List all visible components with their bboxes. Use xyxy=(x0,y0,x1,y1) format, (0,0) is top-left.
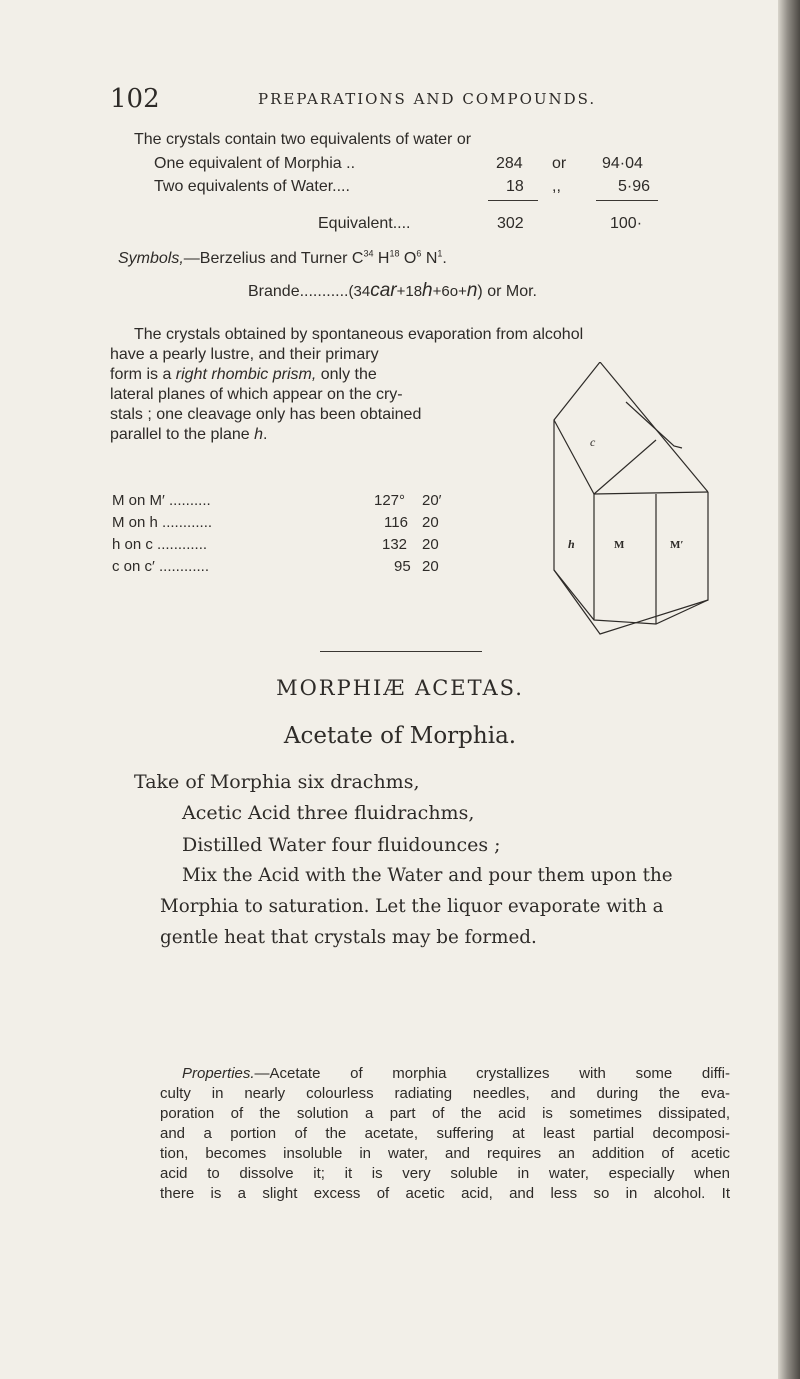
properties-line: culty in nearly colourless radiating needles, and during the eva- xyxy=(160,1085,730,1102)
properties-line: acid to dissolve it; it is very soluble in water, especially when xyxy=(160,1165,730,1182)
angle-degrees: 132 xyxy=(382,536,408,553)
equiv-row-label: Two equivalents of Water.... xyxy=(154,178,350,195)
equiv-row-sep: ,, xyxy=(552,178,561,195)
recipe-line: Mix the Acid with the Water and pour them upon the xyxy=(182,865,673,886)
equiv-total-percent: 100· xyxy=(610,215,643,232)
recipe-line: Acetic Acid three fluidrachms, xyxy=(182,802,475,824)
equiv-total-value: 302 xyxy=(497,215,524,232)
crystal-line: parallel to the plane h. xyxy=(110,426,268,443)
angle-minutes: 20 xyxy=(422,536,439,553)
properties-line: tion, becomes insoluble in water, and requires an addition of acetic xyxy=(160,1145,730,1162)
angle-degrees: 127° xyxy=(374,492,406,509)
symbols-line: Symbols,—Berzelius and Turner $C^{34}$ $H^{18}$ $O^6$ $N^1$. xyxy=(118,248,447,267)
equiv-row-percent: 5·96 xyxy=(618,178,651,195)
figure-label-m-prime: M′ xyxy=(670,539,684,551)
angle-label: h on c ............ xyxy=(112,536,208,553)
section-subtitle: Acetate of Morphia. xyxy=(283,723,517,749)
properties-line: there is a slight excess of acetic acid, and less so in alcohol. It xyxy=(160,1185,730,1202)
page-number: 102 xyxy=(110,84,160,114)
angle-minutes: 20′ xyxy=(422,492,442,509)
equiv-row-sep: or xyxy=(552,155,567,172)
crystal-line: have a pearly lustre, and their primary xyxy=(110,346,379,363)
figure-bottom-face xyxy=(554,570,708,624)
equiv-total-label: Equivalent.... xyxy=(318,215,411,232)
recipe-line: Distilled Water four fluidounces ; xyxy=(182,834,501,856)
sum-rule xyxy=(488,200,538,201)
figure-label-m: M xyxy=(614,539,625,551)
properties-line: Properties.—Acetate of morphia crystallizes with some diffi- xyxy=(182,1065,730,1082)
angle-degrees: 116 xyxy=(384,514,408,531)
equiv-row-value: 284 xyxy=(496,155,523,172)
angle-minutes: 20 xyxy=(422,558,439,575)
crystal-line: form is a right rhombic prism, only the xyxy=(110,366,377,383)
equiv-row-value: 18 xyxy=(506,178,524,195)
sum-rule xyxy=(596,200,658,201)
figure-outline-left xyxy=(554,362,708,634)
brande-line: Brande...........(34car+18h+6o+n) or Mor. xyxy=(248,280,537,301)
properties-paragraph xyxy=(160,1064,730,1204)
angle-label: M on M′ .......... xyxy=(112,492,211,509)
recipe-line: Take of Morphia six drachms, xyxy=(134,771,420,793)
figure-top-diagonal xyxy=(594,440,656,494)
equiv-row-label: One equivalent of Morphia .. xyxy=(154,155,356,172)
properties-line: and a portion of the acetate, suffering at least partial decomposi- xyxy=(160,1125,730,1142)
recipe-line: gentle heat that crystals may be formed. xyxy=(160,927,537,948)
crystal-prism-figure xyxy=(540,362,720,644)
equiv-row-percent: 94·04 xyxy=(602,155,643,172)
angle-degrees: 95 xyxy=(394,558,411,575)
angle-minutes: 20 xyxy=(422,514,439,531)
recipe-line: Morphia to saturation. Let the liquor evaporate with a xyxy=(160,896,664,917)
section-divider xyxy=(320,651,482,652)
figure-label-h: h xyxy=(568,537,575,551)
figure-top-face xyxy=(554,420,708,494)
symbols-label: Symbols, xyxy=(118,250,184,267)
figure-label-c: c xyxy=(590,435,596,449)
equivalents-intro: The crystals contain two equivalents of water or xyxy=(134,131,472,148)
crystal-line: lateral planes of which appear on the cry- xyxy=(110,386,403,403)
running-title: PREPARATIONS AND COMPOUNDS. xyxy=(258,90,597,108)
angle-label: M on h ............ xyxy=(112,514,213,531)
crystal-line: The crystals obtained by spontaneous evaporation from alcohol xyxy=(134,326,584,343)
crystal-line: stals ; one cleavage only has been obtained xyxy=(110,406,422,423)
section-title: MORPHIÆ ACETAS. xyxy=(276,676,524,700)
angle-label: c on c′ ............ xyxy=(112,558,210,575)
properties-label: Properties. xyxy=(182,1065,255,1082)
properties-line: poration of the solution a part of the acid is sometimes dissipated, xyxy=(160,1105,730,1122)
